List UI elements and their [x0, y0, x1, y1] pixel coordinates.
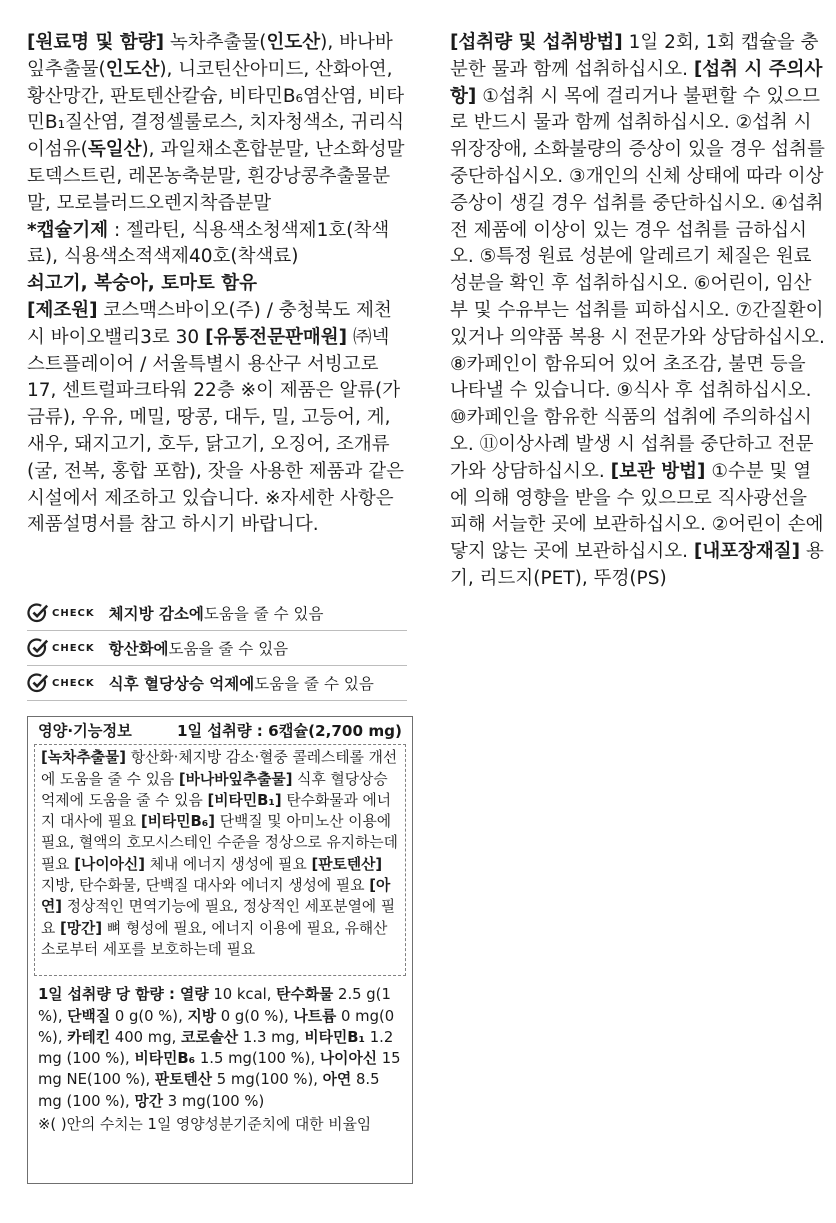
n-b1-value: 1.2 mg (100 %), [38, 1028, 394, 1068]
functional-info [34, 744, 406, 976]
storage-label: [보관 방법] [610, 460, 706, 482]
n-nia-value: 15 mg NE(100 %), [38, 1050, 401, 1089]
f5-text: 체내 에너지 생성에 필요 [145, 855, 312, 873]
check-bold: 식후 혈당상승 억제에 [108, 675, 255, 693]
usage-label: [섭취량 및 섭취방법] [450, 32, 623, 53]
check-row [27, 596, 407, 631]
n-pan-label: 판토텐산 [154, 1071, 213, 1089]
nutrition-serving: 1일 섭취량 : 6캡슐(2,700 mg) [176, 722, 402, 740]
f1-text: 항산화·체지방 감소·혈중 콜레스테롤 개선에 도움을 줄 수 있음 [41, 749, 398, 788]
n-b6-value: 1.5 mg(100 %), [195, 1050, 320, 1068]
f3-label: [비타민B₁] [207, 791, 282, 809]
storage-text: ①수분 및 열에 의해 영향을 받을 수 있으므로 직사광선을 피해 서늘한 곳에 보관하십시오. ②어린이 손에 닿지 않는 곳에 보관하십시오. [450, 460, 824, 563]
n-b1-label: 비타민B₁ [304, 1028, 366, 1046]
f2-label: [바나바잎추출물] [178, 770, 293, 788]
right-column [450, 30, 828, 593]
f3-text: 탄수화물과 에너지 대사에 필요 [41, 791, 392, 831]
left-column [27, 30, 407, 539]
ingredients-text-2: ), 바나바잎추출물( [27, 32, 393, 80]
f1-label: [녹차추출물] [41, 749, 126, 767]
n-cor-label: 코로솔산 [181, 1028, 239, 1046]
check-word: CHECK [52, 607, 95, 619]
n-fat-label: 지방 [187, 1007, 217, 1025]
n-na-label: 나트륨 [293, 1007, 337, 1025]
package-label: [내포장재질] [693, 541, 801, 563]
n-prot-value: 0 g(0 %), [110, 1007, 188, 1025]
f8-label: [망간] [60, 919, 103, 937]
check-word: CHECK [52, 677, 95, 689]
n-zn-value: 8.5 mg (100 %), [38, 1071, 380, 1110]
n-cat-value: 400 mg, [110, 1028, 182, 1046]
function-check-list [27, 596, 407, 701]
f6-text: 지방, 탄수화물, 단백질 대사와 에너지 생성에 필요 [41, 877, 370, 895]
n-fat-value: 0 g(0 %), [216, 1007, 294, 1025]
checkmark-circle-icon [27, 672, 49, 694]
usage-paragraph [450, 30, 828, 593]
nutrient-contents [28, 976, 412, 1112]
capsule-text: : 젤라틴, 식용색소청색제1호(착색료), 식용색소적색제40호(착색료) [27, 219, 390, 268]
ingredients-text-1: 녹차추출물( [164, 32, 267, 53]
n-cor-value: 1.3 mg, [238, 1028, 305, 1046]
nutrition-footnote: ※( )안의 수치는 1일 영양성분기준치에 대한 비율임 [38, 1116, 372, 1134]
package-text: 용기, 리드지(PET), 뚜껑(PS) [450, 541, 824, 589]
ingredients-text-3: ), 니코틴산아미드, 산화아연, 황산망간, 판토텐산칼슘, 비타민B₆염산염, 비타민B₁질산염, 결정셀룰로스, 치자청색소, 귀리식이섬유( [27, 58, 405, 161]
f6-label: [판토텐산] [311, 855, 383, 873]
n-cal-value: 10 kcal, [208, 986, 277, 1004]
n-na-value: 0 mg(0 %), [38, 1007, 395, 1046]
capsule-paragraph [27, 218, 407, 272]
n-nia-label: 나이아신 [319, 1050, 378, 1068]
f7-label: [아연] [41, 877, 391, 916]
maker-text: 코스맥스바이오(주) / 충청북도 제천시 바이오밸리3로 30 [27, 299, 392, 348]
n-zn-label: 아연 [322, 1071, 352, 1089]
origin-india-2: 인도산 [105, 58, 160, 80]
nutrition-title: 영양·기능정보 [38, 722, 132, 740]
f4-text: 단백질 및 아미노산 이용에 필요, 혈액의 호모시스테인 수준을 정상으로 유지하는데 필요 [41, 813, 398, 873]
ingredients-text-4: ), 과일채소혼합분말, 난소화성말토덱스트린, 레몬농축분말, 흰강낭콩추출물분말, 모로블러드오렌지착즙분말 [27, 139, 405, 214]
n-carb-label: 탄수화물 [276, 986, 334, 1004]
caution-text: ①섭취 시 목에 걸리거나 불편할 수 있으므로 반드시 물과 함께 섭취하십시오. ②섭취 시 위장장애, 소화불량의 증상이 있을 경우 섭취를 중단하십시오. ③개인의 신체 상태에 따라 이상 증상이 생길 경우 섭취를 중단하십시오. ④섭취 전 제품에 이상이 있는 경우 섭취를 금하십시오. ⑤특정 원료 성분에 알레르기 체질은 원료 성분을 확인 후 섭취하십시오. ⑥어린이, 임산부 및 수유부는 섭취를 피하십시오. ⑦간질환이 있거나 의약품 복용 시 전문가와 상담하십시오. ⑧카페인이 함유되어 있어 초조감, 불면 등을 나타낼 수 있습니다. ⑨식사 후 섭취하십시오. ⑩카페인을 함유한 식품의 섭취에 주의하십시오. ⑪이상사례 발생 시 섭취를 중단하고 전문가와 상담하십시오. [450, 85, 825, 482]
checkmark-circle-icon [27, 637, 49, 659]
check-row [27, 631, 407, 666]
allergen-contains [27, 271, 407, 298]
usage-text: 1일 2회, 1회 캡슐을 충분한 물과 함께 섭취하십시오. [450, 32, 819, 80]
check-rest: 도움을 줄 수 있음 [254, 675, 374, 693]
seller-text: ㈜넥스트플레이어 / 서울특별시 용산구 서빙고로 17, 센트럴파크타워 22층 ※이 제품은 알류(가금류), 우유, 메밀, 땅콩, 대두, 밀, 고등어, 게, 새우, 돼지고기, 호두, 닭고기, 오징어, 조개류(굴, 전복, 홍합 포함), 잣을 사용한 제품과 같은 시설에서 제조하고 있습니다. ※자세한 사항은 제품설명서를 참고 하시기 바랍니다. [27, 326, 405, 536]
n-prot-label: 단백질 [67, 1007, 111, 1025]
seller-label: [유통전문판매원] [205, 326, 348, 348]
n-pan-value: 5 mg(100 %), [212, 1071, 323, 1089]
check-bold: 체지방 감소에 [108, 605, 204, 623]
allergen-contains-text: 쇠고기, 복숭아, 토마토 함유 [27, 273, 257, 295]
check-rest: 도움을 줄 수 있음 [203, 605, 324, 623]
check-badge [27, 637, 95, 659]
origin-india-1: 인도산 [266, 32, 321, 53]
f4-label: [비타민B₆] [140, 813, 216, 831]
checkmark-circle-icon [27, 602, 49, 624]
check-row [27, 666, 407, 701]
n-mn-value: 3 mg(100 %) [163, 1092, 265, 1110]
check-badge [27, 602, 95, 624]
n-cat-label: 카테킨 [67, 1028, 111, 1046]
check-badge [27, 672, 95, 694]
n-b6-label: 비타민B₆ [134, 1050, 196, 1068]
caution-label: [섭취 시 주의사항] [450, 58, 823, 107]
capsule-label: *캡슐기제 [27, 219, 109, 241]
maker-label: [제조원] [27, 299, 98, 321]
maker-paragraph [27, 298, 407, 539]
check-rest: 도움을 줄 수 있음 [168, 640, 289, 658]
f5-label: [나이아신] [74, 855, 145, 873]
nutrition-info-box [27, 716, 413, 1184]
check-word: CHECK [52, 642, 95, 654]
f8-text: 뼈 형성에 필요, 에너지 이용에 필요, 유해산소로부터 세포를 보호하는데 필요 [41, 919, 388, 958]
ingredients-paragraph [27, 30, 407, 218]
n-mn-label: 망간 [134, 1092, 164, 1110]
content-label: 1일 섭취량 당 함량 : [38, 986, 181, 1004]
ingredients-label: [원료명 및 함량] [27, 32, 165, 53]
f7-text: 정상적인 면역기능에 필요, 정상적인 세포분열에 필요 [41, 898, 396, 937]
n-cal-label: 열량 [180, 986, 209, 1004]
origin-germany: 독일산 [87, 139, 142, 161]
f2-text: 식후 혈당상승 억제에 도움을 줄 수 있음 [41, 770, 388, 809]
check-bold: 항산화에 [108, 640, 169, 658]
n-carb-value: 2.5 g(1 %), [38, 986, 391, 1025]
nutrition-header [28, 717, 412, 744]
